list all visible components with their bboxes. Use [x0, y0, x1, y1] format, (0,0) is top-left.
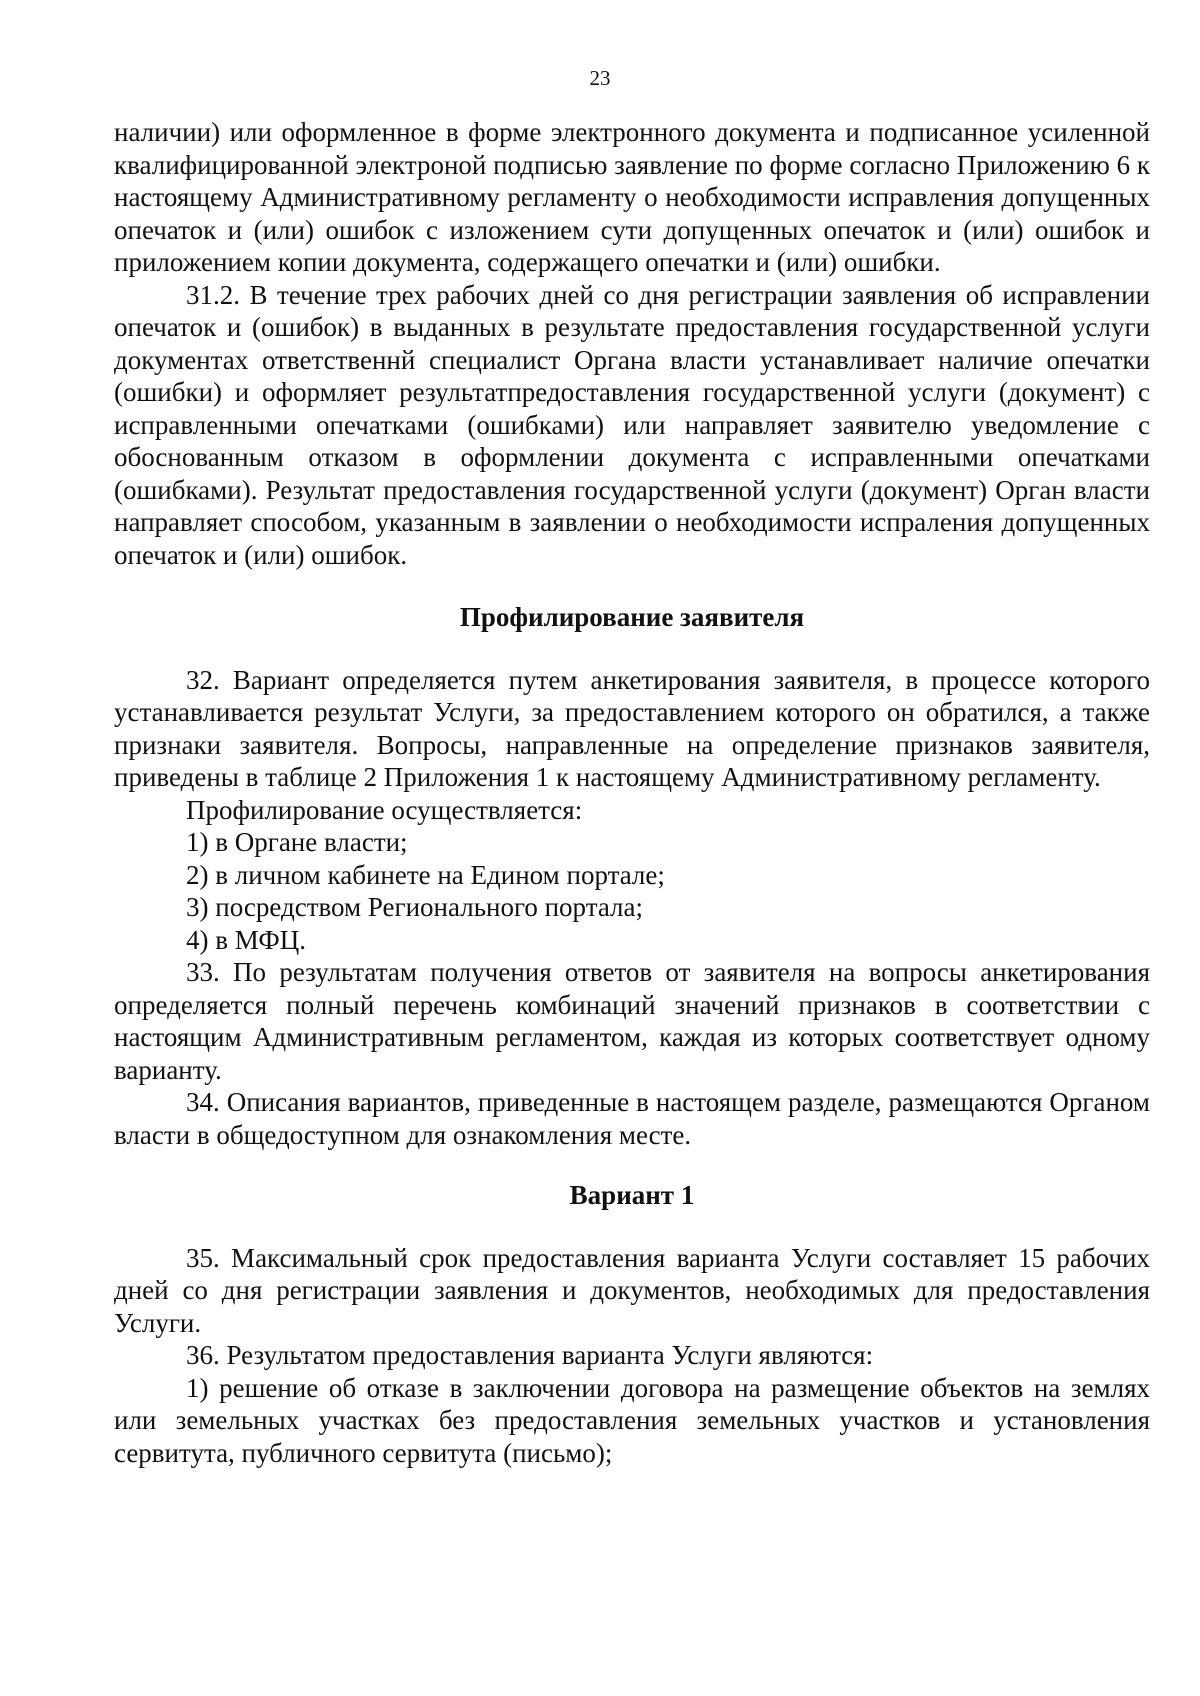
list-item-result-1: 1) решение об отказе в заключении договора на размещение объектов на землях или земельных участках без предоставления земельных участков и установления сервитута, публичного сервитута (письмо);: [114, 1372, 1150, 1468]
paragraph-34: 34. Описания вариантов, приведенные в настоящем разделе, размещаются Органом власти в общедоступном для ознакомления месте.: [114, 1087, 1150, 1150]
paragraph-36: 36. Результатом предоставления варианта Услуги являются:: [186, 1340, 874, 1370]
section-heading-profiling: Профилирование заявителя: [459, 602, 805, 632]
list-item-4: 4) в МФЦ.: [186, 924, 306, 955]
list-item-1: 1) в Органе власти;: [186, 827, 408, 857]
paragraph-31-2: 31.2. В течение трех рабочих дней со дня регистрации заявления об исправлении опечаток и (ошибок) в выданных в результате предоставления государственной услуги документах ответственнй специалист Органа власти устанавливает наличие опечатки (ошибки) и оформляет результатпредоставления государственной услуги (документ) с исправленными опечатками (ошибками) или направляет заявителю уведомление с обоснованным отказом в оформлении документа с исправленными опечатками (ошибками). Результат предоставления государственной услуги (документ) Орган власти направляет способом, указанным в заявлении о необходимости испраления допущенных опечаток и (или) ошибок.: [114, 279, 1150, 570]
paragraph-35: 35. Максимальный срок предоставления варианта Услуги составляет 15 рабочих дней со дня регистрации заявления и документов, необходимых для предоставления Услуги.: [114, 1242, 1150, 1338]
list-item-2: 2) в личном кабинете на Едином портале;: [186, 859, 665, 890]
paragraph-profiling-intro: Профилирование осуществляется:: [186, 794, 583, 825]
section-heading-variant-1: Вариант 1: [569, 1180, 695, 1210]
page-number: 23: [589, 66, 611, 90]
paragraph-continuation: наличии) или оформленное в форме электронного документа и подписанное усиленной квалифицированной электроной подписью заявление по форме согласно Приложению 6 к настоящему Административному регламенту о необходимости исправления допущенных опечаток и (или) ошибок с изложением сути допущенных опечаток и (или) ошибок и приложением копии документа, содержащего опечатки и (или) ошибки.: [114, 117, 1150, 277]
paragraph-33: 33. По результатам получения ответов от заявителя на вопросы анкетирования определяется полный перечень комбинаций значений признаков в соответствии с настоящим Административным регламентом, каждая из которых соответствует одному варианту.: [114, 957, 1150, 1085]
list-item-3: 3) посредством Регионального портала;: [186, 892, 644, 922]
document-body: [114, 116, 1150, 1469]
paragraph-32: 32. Вариант определяется путем анкетирования заявителя, в процессе которого устанавливается результат Услуги, за предоставлением которого он обратился, а также признаки заявителя. Вопросы, направленные на определение признаков заявителя, приведены в таблице 2 Приложения 1 к настоящему Административному регламенту.: [114, 664, 1150, 792]
